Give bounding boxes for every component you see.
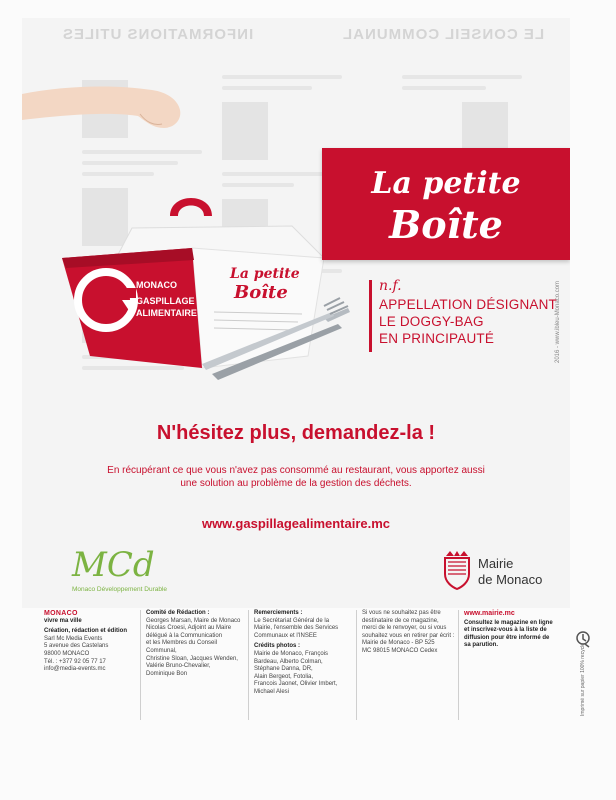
mairie-text — [478, 556, 542, 588]
col4-line: souhaitez vous en retirer par écrit : — [362, 632, 455, 639]
col2-line: délégué à la Communication — [146, 632, 223, 639]
ghost-heading-left: INFORMATIONS UTILES — [62, 26, 254, 43]
hand-illustration — [22, 76, 182, 136]
definition — [379, 278, 557, 347]
definition-line-3: EN PRINCIPAUTÉ — [379, 331, 495, 346]
col3-line: Francois Jaonet, Olivier Imbert, — [254, 681, 338, 688]
definition-nf: n.f. — [379, 278, 402, 294]
col4-line: MC 98015 MONACO Cedex — [362, 647, 438, 654]
banner-title-line2: Boîte — [389, 202, 503, 247]
poster — [22, 18, 570, 608]
col2-line: Christine Sloan, Jacques Wenden, — [146, 655, 238, 662]
col2-line: Dominique Bon — [146, 670, 188, 677]
col3-line: Bardeau, Alberto Colman, — [254, 658, 323, 665]
box-logo-line2: GASPILLAGE — [136, 296, 195, 306]
col2-title: Comité de Rédaction : — [146, 610, 210, 616]
col5-line: Consultez le magazine en ligne — [464, 619, 553, 626]
box-logo-line1: MONACO — [136, 280, 177, 290]
box-lid-line1: La petite — [230, 266, 300, 282]
mairie-logo — [442, 546, 570, 596]
mairie-line2: de Monaco — [478, 572, 543, 587]
col3-line: Mairie, l'ensemble des Services — [254, 625, 339, 632]
col3-line: Le Secrétariat Général de la — [254, 617, 330, 624]
colophon-col-5 — [464, 610, 564, 650]
colophon-separator — [356, 610, 357, 720]
col3-line: Stéphane Danna, DR, — [254, 666, 313, 673]
colophon-separator — [458, 610, 459, 720]
col4-line: destinataire de ce magazine, — [362, 617, 439, 624]
ghost-heading-right: LE CONSEIL COMMUNAL — [342, 26, 545, 43]
banner-title-line1: La petite — [371, 166, 521, 201]
col3-line: Mairie de Monaco, François — [254, 650, 329, 657]
body-line-1: En récupérant ce que vous n'avez pas consommé au restaurant, vous apportez aussi — [107, 465, 485, 476]
colophon-col-4 — [362, 610, 456, 656]
col1-line: 5 avenue des Castelans — [44, 643, 109, 650]
colophon-col-3 — [254, 610, 354, 697]
colophon-separator — [140, 610, 141, 720]
colophon-col-1 — [44, 610, 144, 674]
campaign-url[interactable]: www.gaspillagealimentaire.mc — [201, 516, 391, 531]
body-text — [22, 464, 570, 490]
doggy-bag-box-illustration — [62, 188, 352, 388]
definition-line-2: LE DOGGY-BAG — [379, 314, 484, 329]
title-banner — [322, 148, 570, 260]
body-line-2: une solution au problème de la gestion des déchets. — [180, 478, 412, 489]
col4-line: Mairie de Monaco - BP 525 — [362, 640, 435, 647]
col4-line: merci de le renvoyer, ou si vous — [362, 625, 447, 632]
colophon-separator — [248, 610, 249, 720]
col5-line: diffusion pour être informé de — [464, 634, 550, 641]
box-lid-line2: Boîte — [234, 282, 288, 303]
col2-line: Nicolas Croesi, Adjoint au Maire — [146, 625, 232, 632]
col1-line: Tél. : +377 92 05 77 17 — [44, 658, 106, 665]
definition-line-1: APPELLATION DÉSIGNANT — [379, 297, 557, 312]
mcd-logo — [72, 546, 192, 606]
colophon-col-2 — [146, 610, 246, 678]
footer-logo-monaco: MONACO — [44, 610, 78, 617]
col5-line: sa parution. — [464, 642, 499, 649]
col3-line: Michael Alesi — [254, 688, 290, 695]
mcd-logo-caption: Monaco Développement Durable — [72, 586, 168, 593]
col3-title: Remerciements : — [254, 610, 303, 616]
col3-title2: Crédits photos : — [254, 643, 300, 650]
mairie-line1: Mairie — [478, 556, 514, 571]
mcd-logo-letters: MCd — [72, 545, 155, 585]
col3-line: Communaux et l'INSEE — [254, 632, 317, 639]
col2-line: et les Membres du Conseil Communal, — [146, 640, 218, 654]
col4-line: Si vous ne souhaitez pas être — [362, 610, 441, 616]
col3-line: Alain Bergeot, Fotolia, — [254, 673, 314, 680]
col5-line: et inscrivez-vous à la liste de — [464, 627, 547, 634]
col1-line: 98000 MONACO — [44, 650, 90, 657]
footer-logo-tagline: vivre ma ville — [44, 617, 82, 624]
headline: N'hésitez plus, demandez-la ! — [156, 422, 436, 444]
footer-vertical-note: Imprimé sur papier 100% recyclé — [580, 642, 586, 716]
col1-title: Création, rédaction et édition — [44, 628, 128, 635]
col2-line: Georges Marsan, Maire de Monaco — [146, 617, 241, 624]
col1-line: Sarl Mc Media Events — [44, 635, 103, 642]
col2-line: Valérie Bruno-Chevalier, — [146, 663, 211, 670]
definition-bar — [369, 280, 372, 352]
monaco-crest-icon — [442, 550, 472, 590]
mairie-website-link[interactable]: www.mairie.mc — [464, 610, 515, 617]
colophon — [24, 610, 584, 730]
vertical-credit: 2016 - www.ibleu-Monaco.com — [555, 280, 561, 363]
box-logo-line3: ALIMENTAIRE — [136, 308, 197, 318]
col1-line: info@media-events.mc — [44, 666, 106, 673]
